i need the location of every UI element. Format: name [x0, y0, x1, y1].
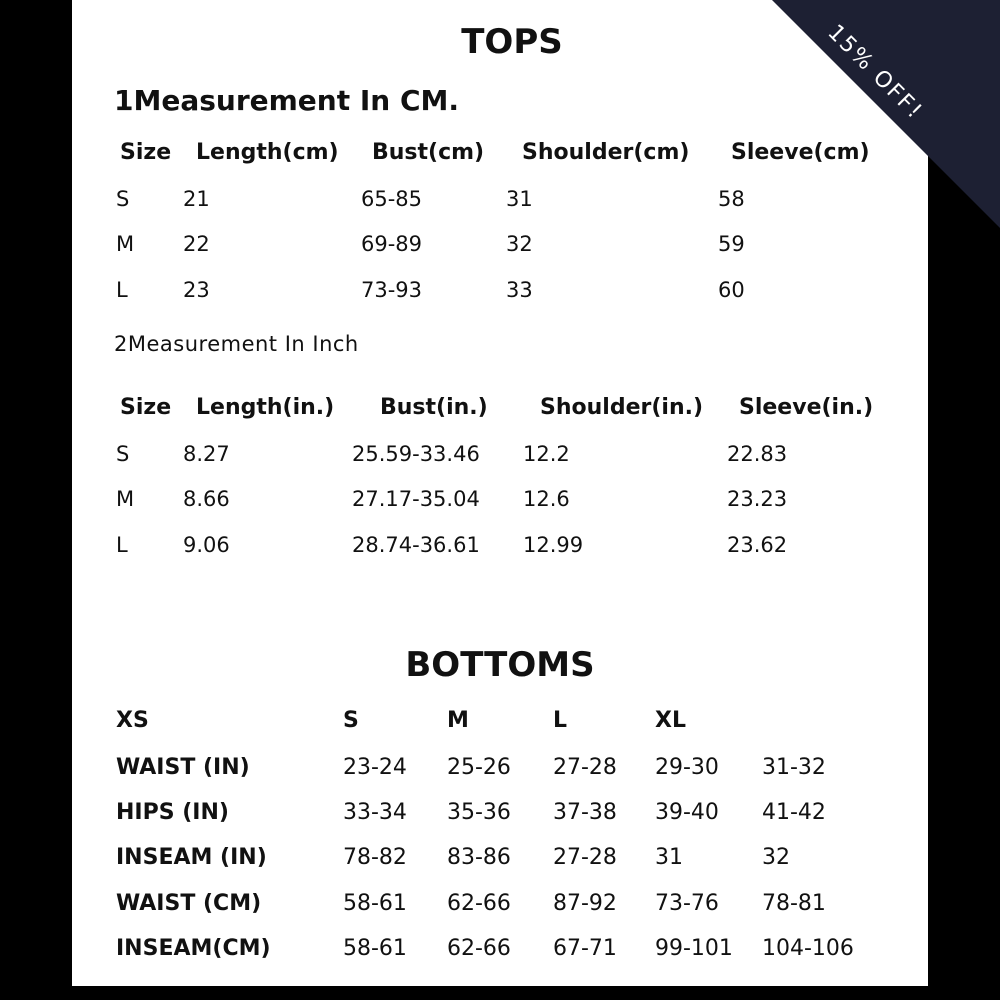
cell-value: 31-32 — [762, 755, 826, 780]
inch-col-sleeve: Sleeve(in.) — [739, 395, 874, 420]
row-label: INSEAM(CM) — [116, 936, 271, 961]
cell-bust: 73-93 — [361, 278, 423, 302]
cell-value: 58-61 — [343, 936, 407, 961]
row-label: WAIST (IN) — [116, 755, 250, 780]
bottoms-col-m: M — [447, 708, 469, 733]
table-row — [0, 800, 1000, 832]
table-row — [0, 278, 1000, 310]
tops-title: TOPS — [461, 22, 563, 62]
inch-table-header — [0, 395, 1000, 427]
cell-size: S — [116, 187, 130, 211]
cell-value: 78-81 — [762, 891, 826, 916]
cell-length: 22 — [183, 232, 210, 256]
inch-heading: 2Measurement In Inch — [114, 332, 359, 356]
cell-sleeve: 23.23 — [727, 487, 788, 511]
cell-value: 104-106 — [762, 936, 854, 961]
bottoms-col-xl: XL — [655, 708, 686, 733]
inch-col-size: Size — [120, 395, 172, 420]
cell-length: 23 — [183, 278, 210, 302]
table-row — [0, 232, 1000, 264]
table-row — [0, 187, 1000, 219]
discount-ribbon-text: 15% OFF! — [822, 20, 928, 125]
cell-value: 31 — [655, 845, 683, 870]
cell-size: L — [116, 278, 128, 302]
table-row — [0, 533, 1000, 565]
cell-value: 83-86 — [447, 845, 511, 870]
table-row — [0, 891, 1000, 923]
cm-col-length: Length(cm) — [196, 140, 339, 165]
cell-value: 62-66 — [447, 891, 511, 916]
cm-col-bust: Bust(cm) — [372, 140, 485, 165]
cell-sleeve: 23.62 — [727, 533, 788, 557]
cm-col-size: Size — [120, 140, 172, 165]
table-row — [0, 845, 1000, 877]
cell-shoulder: 12.6 — [523, 487, 570, 511]
inch-col-shoulder: Shoulder(in.) — [540, 395, 704, 420]
cell-bust: 28.74-36.61 — [352, 533, 480, 557]
cm-col-sleeve: Sleeve(cm) — [731, 140, 870, 165]
cell-value: 33-34 — [343, 800, 407, 825]
cell-bust: 25.59-33.46 — [352, 442, 480, 466]
cell-shoulder: 33 — [506, 278, 533, 302]
cell-value: 37-38 — [553, 800, 617, 825]
bottoms-title: BOTTOMS — [405, 645, 595, 685]
row-label: INSEAM (IN) — [116, 845, 267, 870]
cell-shoulder: 31 — [506, 187, 533, 211]
row-label: HIPS (IN) — [116, 800, 229, 825]
cell-length: 9.06 — [183, 533, 230, 557]
cm-heading: 1Measurement In CM. — [114, 84, 460, 117]
cell-size: S — [116, 442, 130, 466]
cell-size: L — [116, 533, 128, 557]
cell-bust: 69-89 — [361, 232, 423, 256]
cell-shoulder: 12.99 — [523, 533, 584, 557]
cell-bust: 27.17-35.04 — [352, 487, 480, 511]
bottoms-col-l: L — [553, 708, 568, 733]
cell-value: 67-71 — [553, 936, 617, 961]
cell-length: 8.27 — [183, 442, 230, 466]
cell-value: 32 — [762, 845, 790, 870]
cell-value: 27-28 — [553, 845, 617, 870]
cell-shoulder: 12.2 — [523, 442, 570, 466]
table-row — [0, 755, 1000, 787]
bottoms-col-s: S — [343, 708, 359, 733]
cell-value: 35-36 — [447, 800, 511, 825]
cell-size: M — [116, 487, 135, 511]
cell-shoulder: 32 — [506, 232, 533, 256]
cell-bust: 65-85 — [361, 187, 423, 211]
cell-value: 99-101 — [655, 936, 733, 961]
cell-value: 25-26 — [447, 755, 511, 780]
inch-col-length: Length(in.) — [196, 395, 335, 420]
cell-value: 23-24 — [343, 755, 407, 780]
cell-value: 73-76 — [655, 891, 719, 916]
cell-sleeve: 59 — [718, 232, 745, 256]
table-row — [0, 442, 1000, 474]
cell-value: 62-66 — [447, 936, 511, 961]
table-row — [0, 936, 1000, 968]
cell-value: 27-28 — [553, 755, 617, 780]
inch-col-bust: Bust(in.) — [380, 395, 488, 420]
cell-value: 58-61 — [343, 891, 407, 916]
cell-length: 21 — [183, 187, 210, 211]
cell-value: 39-40 — [655, 800, 719, 825]
cell-value: 78-82 — [343, 845, 407, 870]
cell-value: 29-30 — [655, 755, 719, 780]
cm-col-shoulder: Shoulder(cm) — [522, 140, 690, 165]
cell-value: 41-42 — [762, 800, 826, 825]
cell-sleeve: 60 — [718, 278, 745, 302]
cell-sleeve: 22.83 — [727, 442, 788, 466]
bottoms-col-xs: XS — [116, 708, 149, 733]
bottoms-table-header — [0, 708, 1000, 740]
cm-table-header — [0, 140, 1000, 172]
cell-size: M — [116, 232, 135, 256]
cell-length: 8.66 — [183, 487, 230, 511]
cell-sleeve: 58 — [718, 187, 745, 211]
table-row — [0, 487, 1000, 519]
cell-value: 87-92 — [553, 891, 617, 916]
row-label: WAIST (CM) — [116, 891, 262, 916]
